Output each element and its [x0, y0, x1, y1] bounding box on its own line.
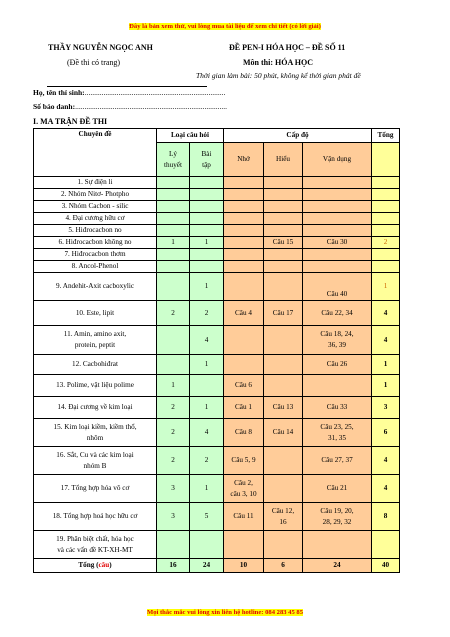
exercise-count-cell — [190, 177, 224, 189]
preview-notice-banner — [0, 23, 450, 30]
apply-cell — [303, 213, 372, 225]
theory-count-cell: 2 — [157, 397, 190, 419]
topic-line1: 15. Kim loại kiềm, kiềm thổ, — [53, 422, 137, 431]
table-row — [34, 261, 400, 273]
table-row — [34, 375, 400, 397]
remember-cell: Câu 4 — [224, 301, 264, 326]
topic-cell — [34, 531, 157, 559]
apply-line2: 36, 39 — [328, 341, 346, 349]
apply-line2: 31, 35 — [328, 433, 346, 442]
theory-count-cell: 2 — [157, 447, 190, 475]
table-row — [34, 531, 400, 559]
apply-line2: 28, 29, 32 — [322, 517, 352, 526]
remember-cell — [224, 213, 264, 225]
theory-count-cell — [157, 355, 190, 375]
theory-count-cell: 2 — [157, 419, 190, 447]
apply-line1: Câu 18, 24, — [320, 330, 354, 338]
row-total-cell: 3 — [372, 397, 400, 419]
total-label-prefix: Tổng ( — [78, 561, 99, 569]
exercise-count-cell — [190, 201, 224, 213]
apply-cell: Câu 26 — [303, 355, 372, 375]
understand-cell — [264, 447, 303, 475]
exercise-count-cell — [190, 531, 224, 559]
row-total-cell: 4 — [372, 301, 400, 326]
total-label-suffix: ) — [109, 561, 112, 569]
exam-time-note: Thời gian làm bài: 50 phút, không kể thời gian phát đề — [196, 71, 361, 80]
theory-count-cell — [157, 261, 190, 273]
header-total-cell — [372, 143, 400, 177]
remember-cell: Câu 8 — [224, 419, 264, 447]
understand-cell — [264, 225, 303, 237]
apply-cell — [303, 503, 372, 531]
remember-cell — [224, 531, 264, 559]
understand-cell: Câu 17 — [264, 301, 303, 326]
apply-cell — [303, 375, 372, 397]
candidate-id-line — [33, 102, 227, 111]
row-total-cell: 1 — [372, 273, 400, 301]
table-row — [34, 189, 400, 201]
remember-cell — [224, 237, 264, 249]
theory-count-cell: 1 — [157, 237, 190, 249]
understand-line1: Câu 12, — [271, 506, 295, 515]
understand-cell: Câu 13 — [264, 397, 303, 419]
apply-cell — [303, 531, 372, 559]
table-row — [34, 301, 400, 326]
header-topic: Chuyên đề — [34, 129, 157, 177]
header-understand: Hiểu — [264, 143, 303, 177]
exercise-count-cell: 1 — [190, 397, 224, 419]
candidate-id-label: Số báo danh: — [33, 102, 76, 111]
topic-cell: 6. Hiđrocacbon không no — [34, 237, 157, 249]
topic-cell: 7. Hiđrocacbon thơm — [34, 249, 157, 261]
row-total-cell: 1 — [372, 375, 400, 397]
topic-cell: 17. Tổng hợp hóa vô cơ — [34, 475, 157, 503]
understand-cell — [264, 531, 303, 559]
apply-cell: Câu 27, 37 — [303, 447, 372, 475]
table-row — [34, 213, 400, 225]
understand-cell: Câu 14 — [264, 419, 303, 447]
remember-cell — [224, 261, 264, 273]
topic-cell: 5. Hiđrocacbon no — [34, 225, 157, 237]
exam-page-note: (Đề thi có trang) — [67, 58, 121, 67]
theory-count-cell — [157, 201, 190, 213]
candidate-id-dots: ................................................................................. — [75, 102, 227, 111]
understand-cell — [264, 503, 303, 531]
total-label-unit: câu — [98, 561, 110, 569]
understand-cell — [264, 355, 303, 375]
understand-cell — [264, 213, 303, 225]
exercise-count-cell: 1 — [190, 475, 224, 503]
table-row — [34, 475, 400, 503]
row-total-cell — [372, 201, 400, 213]
exercise-count-cell: 2 — [190, 301, 224, 326]
row-total-cell: 4 — [372, 326, 400, 355]
theory-count-cell — [157, 531, 190, 559]
apply-cell — [303, 225, 372, 237]
apply-cell: Câu 22, 34 — [303, 301, 372, 326]
row-total-cell — [372, 189, 400, 201]
table-row — [34, 355, 400, 375]
topic-cell: 12. Cacbohiđrat — [34, 355, 157, 375]
grand-total-cell: 40 — [372, 559, 400, 573]
exercise-count-cell: 1 — [190, 273, 224, 301]
topic-cell: 9. Andehit-Axit cacboxylic — [34, 273, 157, 301]
total-understand-cell: 6 — [264, 559, 303, 573]
apply-cell — [303, 326, 372, 355]
exercise-count-cell — [190, 189, 224, 201]
theory-count-cell: 2 — [157, 301, 190, 326]
remember-cell — [224, 225, 264, 237]
row-total-cell — [372, 177, 400, 189]
row-total-cell — [372, 531, 400, 559]
row-total-cell — [372, 225, 400, 237]
header-total: Tổng — [372, 129, 400, 143]
understand-cell — [264, 273, 303, 301]
topic-cell: 4. Đại cương hữu cơ — [34, 213, 157, 225]
row-total-cell: 2 — [372, 237, 400, 249]
exercise-count-cell: 5 — [190, 503, 224, 531]
exercise-count-cell: 1 — [190, 237, 224, 249]
understand-cell — [264, 261, 303, 273]
apply-cell — [303, 177, 372, 189]
apply-cell — [303, 189, 372, 201]
remember-cell: Câu 11 — [224, 503, 264, 531]
remember-cell — [224, 355, 264, 375]
hotline-banner — [0, 609, 450, 616]
row-total-cell: 1 — [372, 355, 400, 375]
exercise-count-cell: 4 — [190, 419, 224, 447]
remember-line2: câu 3, 10 — [230, 489, 257, 498]
total-theory-cell: 16 — [157, 559, 190, 573]
candidate-name-dots: ........................................................................... — [84, 88, 226, 97]
header-level: Cấp độ — [224, 129, 372, 143]
topic-cell: 2. Nhóm Nitơ- Photpho — [34, 189, 157, 201]
topic-cell: 14. Đại cương về kim loại — [34, 397, 157, 419]
row-total-cell — [372, 249, 400, 261]
apply-cell: Câu 30 — [303, 237, 372, 249]
exam-matrix-table — [33, 128, 400, 573]
header-exercise-line1: Bài — [201, 149, 212, 158]
row-total-cell — [372, 213, 400, 225]
table-row — [34, 397, 400, 419]
row-total-cell: 4 — [372, 447, 400, 475]
understand-cell — [264, 475, 303, 503]
header-apply: Vận dụng — [303, 143, 372, 177]
understand-cell: Câu 15 — [264, 237, 303, 249]
topic-line2: protein, peptit — [74, 341, 116, 349]
remember-cell — [224, 201, 264, 213]
remember-cell — [224, 273, 264, 301]
remember-cell — [224, 249, 264, 261]
table-row — [34, 273, 400, 301]
header-exercise-line2: tập — [202, 160, 211, 169]
topic-cell: 8. Ancol-Phenol — [34, 261, 157, 273]
table-row — [34, 225, 400, 237]
remember-cell: Câu 6 — [224, 375, 264, 397]
remember-line1: Câu 2, — [234, 478, 253, 487]
topic-cell — [34, 447, 157, 475]
header-theory-line1: Lý — [169, 149, 177, 158]
topic-cell — [34, 419, 157, 447]
apply-cell: Câu 33 — [303, 397, 372, 419]
topic-line1: 16. Sắt, Cu và các kim loại — [56, 450, 134, 459]
exam-subject: Môn thi: HÓA HỌC — [243, 58, 314, 67]
theory-count-cell — [157, 249, 190, 261]
total-apply-cell: 24 — [303, 559, 372, 573]
topic-cell: 18. Tổng hợp hoá học hữu cơ — [34, 503, 157, 531]
table-row — [34, 249, 400, 261]
candidate-name-label: Họ, tên thí sinh: — [33, 88, 85, 97]
theory-count-cell — [157, 177, 190, 189]
row-total-cell: 8 — [372, 503, 400, 531]
candidate-name-line — [33, 88, 225, 97]
row-total-cell: 4 — [372, 475, 400, 503]
topic-cell: 3. Nhóm Cacbon - silic — [34, 201, 157, 213]
apply-cell: Câu 40 — [303, 273, 372, 301]
topic-line1: 19. Phân biệt chất, hóa học — [56, 534, 134, 543]
exam-title: ĐỀ PEN-I HÓA HỌC – ĐỀ SỐ 11 — [229, 43, 346, 52]
exercise-count-cell — [190, 261, 224, 273]
header-remember: Nhớ — [224, 143, 264, 177]
understand-line2: 16 — [279, 517, 287, 526]
row-total-cell — [372, 261, 400, 273]
understand-cell — [264, 189, 303, 201]
exercise-count-cell — [190, 375, 224, 397]
author-name: THẦY NGUYỄN NGỌC ANH — [48, 43, 153, 52]
theory-count-cell — [157, 273, 190, 301]
table-total-row — [34, 559, 400, 573]
understand-cell — [264, 249, 303, 261]
table-row — [34, 503, 400, 531]
remember-cell: Câu 1 — [224, 397, 264, 419]
table-row — [34, 177, 400, 189]
header-theory-line2: thuyết — [164, 160, 182, 169]
understand-cell — [264, 177, 303, 189]
exercise-count-cell: 2 — [190, 447, 224, 475]
row-total-cell: 6 — [372, 419, 400, 447]
exercise-count-cell — [190, 249, 224, 261]
exercise-count-cell — [190, 213, 224, 225]
header-divider — [47, 86, 207, 87]
table-row — [34, 326, 400, 355]
remember-cell: Câu 5, 9 — [224, 447, 264, 475]
apply-line1: Câu 23, 25, — [320, 422, 354, 431]
header-theory — [157, 143, 190, 177]
exercise-count-cell: 1 — [190, 355, 224, 375]
remember-cell — [224, 177, 264, 189]
section-title: I. MA TRẬN ĐỀ THI — [33, 117, 108, 126]
theory-count-cell — [157, 326, 190, 355]
apply-cell: Câu 21 — [303, 475, 372, 503]
table-header-row — [34, 129, 400, 143]
theory-count-cell — [157, 225, 190, 237]
preview-notice-text: Đây là bản xem thử, vui lòng mua tài liệu để xem chi tiết (có lời giải) — [129, 23, 321, 30]
table-row — [34, 419, 400, 447]
apply-line1: Câu 19, 20, — [320, 506, 354, 515]
apply-cell — [303, 419, 372, 447]
total-exercise-cell: 24 — [190, 559, 224, 573]
apply-cell — [303, 249, 372, 261]
theory-count-cell — [157, 213, 190, 225]
topic-line2: nhóm B — [83, 461, 107, 470]
topic-cell: 1. Sự điện li — [34, 177, 157, 189]
theory-count-cell: 3 — [157, 475, 190, 503]
apply-cell — [303, 261, 372, 273]
exercise-count-cell — [190, 225, 224, 237]
topic-cell — [34, 326, 157, 355]
topic-line1: 11. Amin, amino axit, — [63, 330, 127, 338]
exercise-count-cell: 4 — [190, 326, 224, 355]
total-label-cell — [34, 559, 157, 573]
understand-cell — [264, 201, 303, 213]
topic-cell: 10. Este, lipit — [34, 301, 157, 326]
understand-cell — [264, 375, 303, 397]
topic-line2: và các vấn đề KT-XH-MT — [57, 545, 133, 554]
remember-cell — [224, 475, 264, 503]
theory-count-cell — [157, 189, 190, 201]
theory-count-cell: 3 — [157, 503, 190, 531]
understand-cell — [264, 326, 303, 355]
total-remember-cell: 10 — [224, 559, 264, 573]
remember-cell — [224, 326, 264, 355]
table-row — [34, 447, 400, 475]
header-question-type: Loại câu hỏi — [157, 129, 224, 143]
apply-cell — [303, 201, 372, 213]
table-row — [34, 201, 400, 213]
topic-line2: nhôm — [86, 433, 104, 442]
topic-cell: 13. Polime, vật liệu polime — [34, 375, 157, 397]
table-row — [34, 237, 400, 249]
hotline-text: Mọi thắc mắc vui lòng xin liên hệ hotline: 084 283 45 85 — [146, 609, 304, 616]
theory-count-cell: 1 — [157, 375, 190, 397]
remember-cell — [224, 189, 264, 201]
header-exercise — [190, 143, 224, 177]
